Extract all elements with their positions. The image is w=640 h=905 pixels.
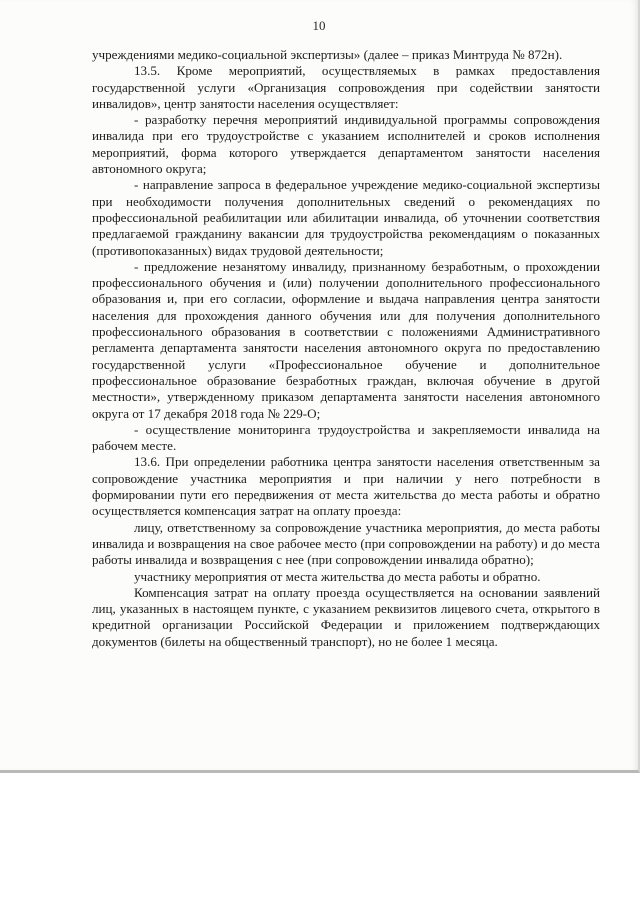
document-body bbox=[92, 47, 600, 650]
page-number: 10 bbox=[312, 18, 326, 33]
paragraph-continuation: учреждениями медико-социальной экспертизы» (далее – приказ Минтруда № 872н). bbox=[92, 47, 563, 62]
list-item-training-offer: - предложение незанятому инвалиду, признанному безработным, о прохождении профессионального обучения и (или) получении дополнительного профессионального образования и, при его согласии, оформление и выдача направления центра занятости населения для прохождения данного обучения или для получения дополнительного профессионального образования в соответствии с положениями Административного регламента департамента занятости населения автономного округа по предоставлению государственной услуги «Профессиональное обучение и дополнительное профессиональное образование безработных граждан, включая обучение в другой местности», утвержденному приказом департамента занятости населения автономного округа от 17 декабря 2018 года № 229-О; bbox=[92, 258, 600, 421]
paragraph-13-6: 13.6. При определении работника центра занятости населения ответственным за сопровождение участника мероприятия и при наличии у него потребности в формировании пути его передвижения от места жительства до места работы и обратно осуществляется компенсация затрат на оплату проезда: bbox=[92, 454, 600, 519]
list-item-monitoring: - осуществление мониторинга трудоустройства и закрепляемости инвалида на рабочем месте. bbox=[92, 421, 600, 454]
blank-area bbox=[0, 773, 640, 905]
paragraph-13-5: 13.5. Кроме мероприятий, осуществляемых в рамках предоставления государственной услуги «Организация сопровождения при содействии занятости инвалидов», центр занятости населения осуществляет: bbox=[92, 63, 600, 111]
list-item-request: - направление запроса в федеральное учреждение медико-социальной экспертизы при необходимости получения дополнительных сведений о рекомендациях по профессиональной реабилитации или абилитации инвалида, об уточнении соответствия предлагаемой гражданину вакансии для трудоустройства рекомендациям о показанных (противопоказанных) видах трудовой деятельности; bbox=[92, 177, 600, 258]
paragraph-escort-person: лицу, ответственному за сопровождение участника мероприятия, до места работы инвалида и возвращения на свое рабочее место (при сопровождении на работу) и до места работы инвалида и возвращения с нее (при сопровождении инвалида обратно); bbox=[92, 519, 600, 568]
paragraph-participant: участнику мероприятия от места жительства до места работы и обратно. bbox=[134, 568, 541, 584]
list-item-development: - разработку перечня мероприятий индивидуальной программы сопровождения инвалида при его трудоустройстве с указанием исполнителей и сроков исполнения мероприятий, форма которого утверждается департаментом занятости населения автономного округа; bbox=[92, 112, 600, 177]
paragraph-compensation: Компенсация затрат на оплату проезда осуществляется на основании заявлений лиц, указанных в настоящем пункте, с указанием реквизитов лицевого счета, открытого в кредитной организации Российской Федерации и приложением подтверждающих документов (билеты на общественный транспорт), но не более 1 месяца. bbox=[92, 584, 600, 649]
